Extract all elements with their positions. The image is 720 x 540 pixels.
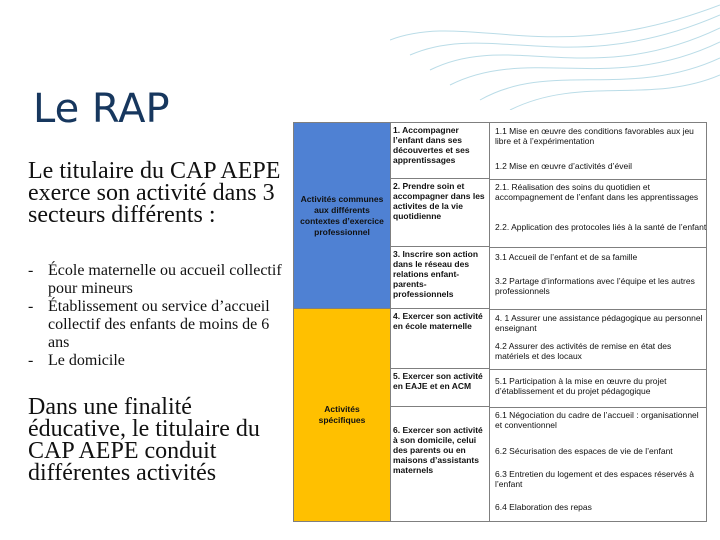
task-6-1: 6.1 Négociation du cadre de l’accueil : organisationnel et conventionnel [495, 410, 699, 430]
sector-item: - École maternelle ou accueil collectif pour mineurs [28, 262, 282, 297]
task-6-2: 6.2 Sécurisation des espaces de vie de l’enfant [495, 446, 673, 456]
sector-item: - Établissement ou service d’accueil collectif des enfants de moins de 6 ans [28, 298, 270, 351]
activity-4: 4. Exercer son activité en école maternelle [391, 309, 490, 369]
lead-paragraph: Le titulaire du CAP AEPE exerce son activité dans 3 secteurs différents : [28, 158, 281, 228]
task-4-2: 4.2 Assurer des activités de remise en état des matériels et des locaux [495, 341, 672, 361]
activity-6: 6. Exercer son activité à son domicile, celui des parents ou en maisons d’assistants maternels [391, 407, 490, 521]
task-2-1: 2.1. Réalisation des soins du quotidien et accompagnement de l’enfant dans les apprentissages [495, 182, 699, 202]
task-4-1: 4. 1 Assurer une assistance pédagogique au personnel enseignant [495, 313, 703, 333]
task-2-2: 2.2. Application des protocoles liés à la santé de l’enfant [495, 222, 707, 232]
sector-list [28, 262, 290, 370]
decorative-wave-lines [390, 0, 720, 110]
category-common-activities: Activités communes aux différents contextes d’exercice professionnel [294, 123, 391, 308]
category-specific-activities: Activités spécifiques [294, 308, 391, 521]
task-1-1: 1.1 Mise en œuvre des conditions favorables aux jeu libre et à l’expérimentation [495, 126, 694, 146]
sector-item: - Le domicile [28, 352, 125, 369]
activities-table [293, 122, 707, 522]
activity-1: 1. Accompagner l’enfant dans ses découvertes et ses apprentissages [391, 123, 490, 179]
task-6-3: 6.3 Entretien du logement et des espaces réservés à l’enfant [495, 469, 694, 489]
task-3-2: 3.2 Partage d’informations avec l’équipe et les autres professionnels [495, 276, 695, 296]
task-3-1: 3.1 Accueil de l’enfant et de sa famille [495, 252, 638, 262]
slide-title: Le RAP [33, 86, 170, 132]
task-5-1: 5.1 Participation à la mise en œuvre du projet d’établissement et du projet pédagogique [495, 376, 667, 396]
activity-5: 5. Exercer son activité en EAJE et en ACM [391, 369, 490, 407]
task-1-2: 1.2 Mise en œuvre d’activités d’éveil [495, 161, 633, 171]
activity-2: 2. Prendre soin et accompagner dans les activites de la vie quotidienne [391, 179, 490, 247]
task-6-4: 6.4 Elaboration des repas [495, 502, 592, 512]
closing-paragraph: Dans une finalité éducative, le titulaire du CAP AEPE conduit différentes activités [28, 394, 260, 486]
activity-3: 3. Inscrire son action dans le réseau des relations enfant-parents-professionnels [391, 247, 490, 309]
